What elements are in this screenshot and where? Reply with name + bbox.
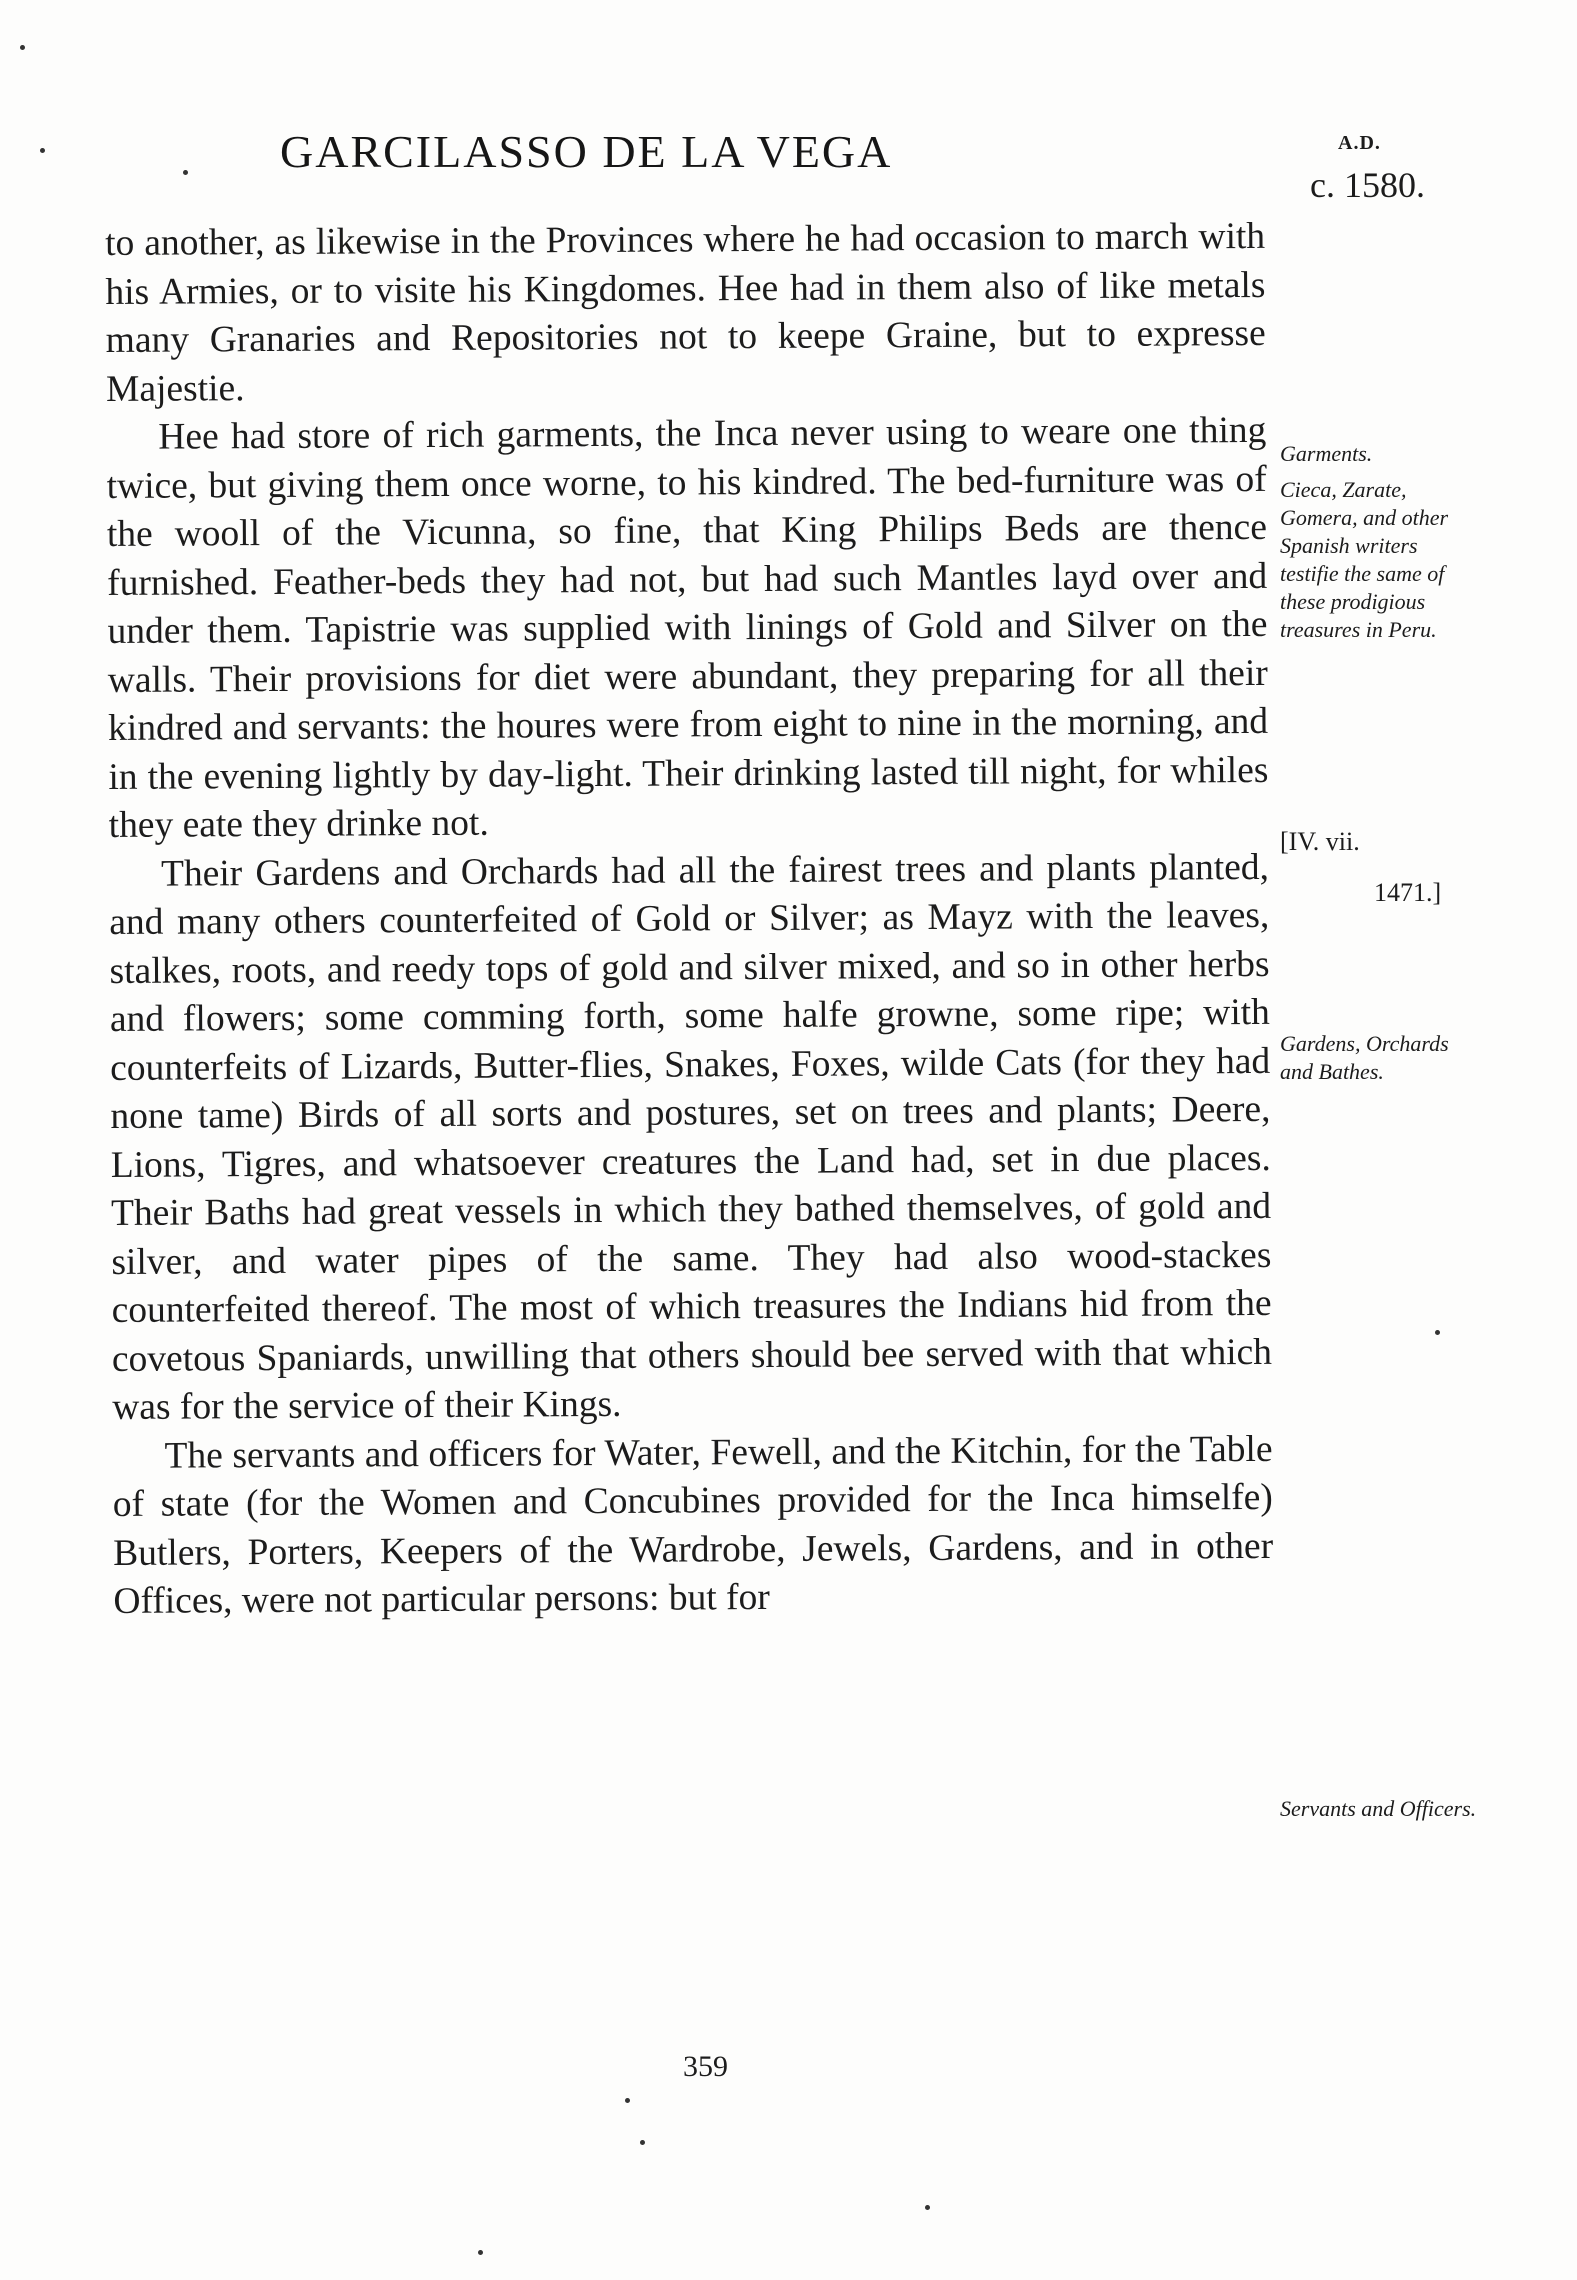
page-number: 359 [683, 2050, 728, 2083]
date-label: A.D. [1338, 132, 1381, 154]
print-speck [40, 148, 45, 153]
paragraph-2: Hee had store of rich garments, the Inca never using to weare one thing twice, but giving them once worne, to his kindred. The bed-furniture was of the wooll of the Vicunna, so fine, that King Philips Beds are thence furnished. Feather-beds they had not, but had such Mantles layd over and under them. Tapistrie was supplied with linings of Gold and Silver on the walls. Their provisions for diet were abundant, they preparing for all their kindred and servants: the houres were from eight to nine in the morning, and in the evening lightly by day-light. Their drinking lasted till night, for whiles they eate they drinke not. [106, 409, 1269, 846]
date-value: c. 1580. [1310, 165, 1425, 205]
paragraph-4: The servants and officers for Water, Fewell, and the Kitchin, for the Table of state (for the Women and Concubines provided for the Inca himselfe) Butlers, Porters, Keepers of the Wardrobe, Jewels, Gardens, and in other Offices, were not particular persons: but for [112, 1428, 1274, 1622]
paragraph-1: to another, as likewise in the Provinces where he had occasion to march with his Armies, or to visite his Kingdomes. Hee had in them also of like metals many Granaries and Repositories not to keepe Graine, but to expresse Majestie. [105, 215, 1266, 410]
print-speck [183, 170, 188, 175]
print-speck [925, 2205, 930, 2210]
margin-note-gardens: Gardens, Orchards and Bathes. [1280, 1031, 1449, 1084]
margin-note-garments: Garments. [1280, 441, 1373, 466]
margin-note-servants: Servants and Officers. [1280, 1796, 1477, 1821]
print-speck [625, 2098, 630, 2103]
print-speck [478, 2250, 483, 2255]
body-text [105, 213, 1274, 1627]
margin-note-reference: [IV. vii. [1280, 827, 1360, 856]
margin-note-reference-number: 1471.] [1374, 878, 1442, 907]
print-speck [20, 45, 25, 50]
print-speck [640, 2140, 645, 2145]
margin-note-sources: Cieca, Zarate, Gomera, and other Spanish writers testifie the same of these prodigious treasures in Peru. [1280, 477, 1449, 642]
print-speck [1435, 1330, 1440, 1335]
running-head: GARCILASSO DE LA VEGA [280, 126, 893, 177]
paragraph-3: Their Gardens and Orchards had all the fairest trees and plants planted, and many others counterfeited of Gold or Silver; as Mayz with the leaves, stalkes, roots, and reedy tops of gold and silver mixed, and so in other herbs and flowers; some comming forth, some halfe growne, some ripe; with counterfeits of Lizards, Butter-flies, Snakes, Foxes, wilde Cats (for they had none tame) Birds of all sorts and postures, set on trees and plants; Deere, Lions, Tigres, and whatsoever creatures the Land had, set in due places. Their Baths had great vessels in which they bathed themselves, of gold and silver, and water pipes of the same. They had also wood-stackes counterfeited thereof. The most of which treasures the Indians hid from the covetous Spaniards, unwilling that others should bee served with that which was for the service of their Kings. [109, 846, 1273, 1428]
